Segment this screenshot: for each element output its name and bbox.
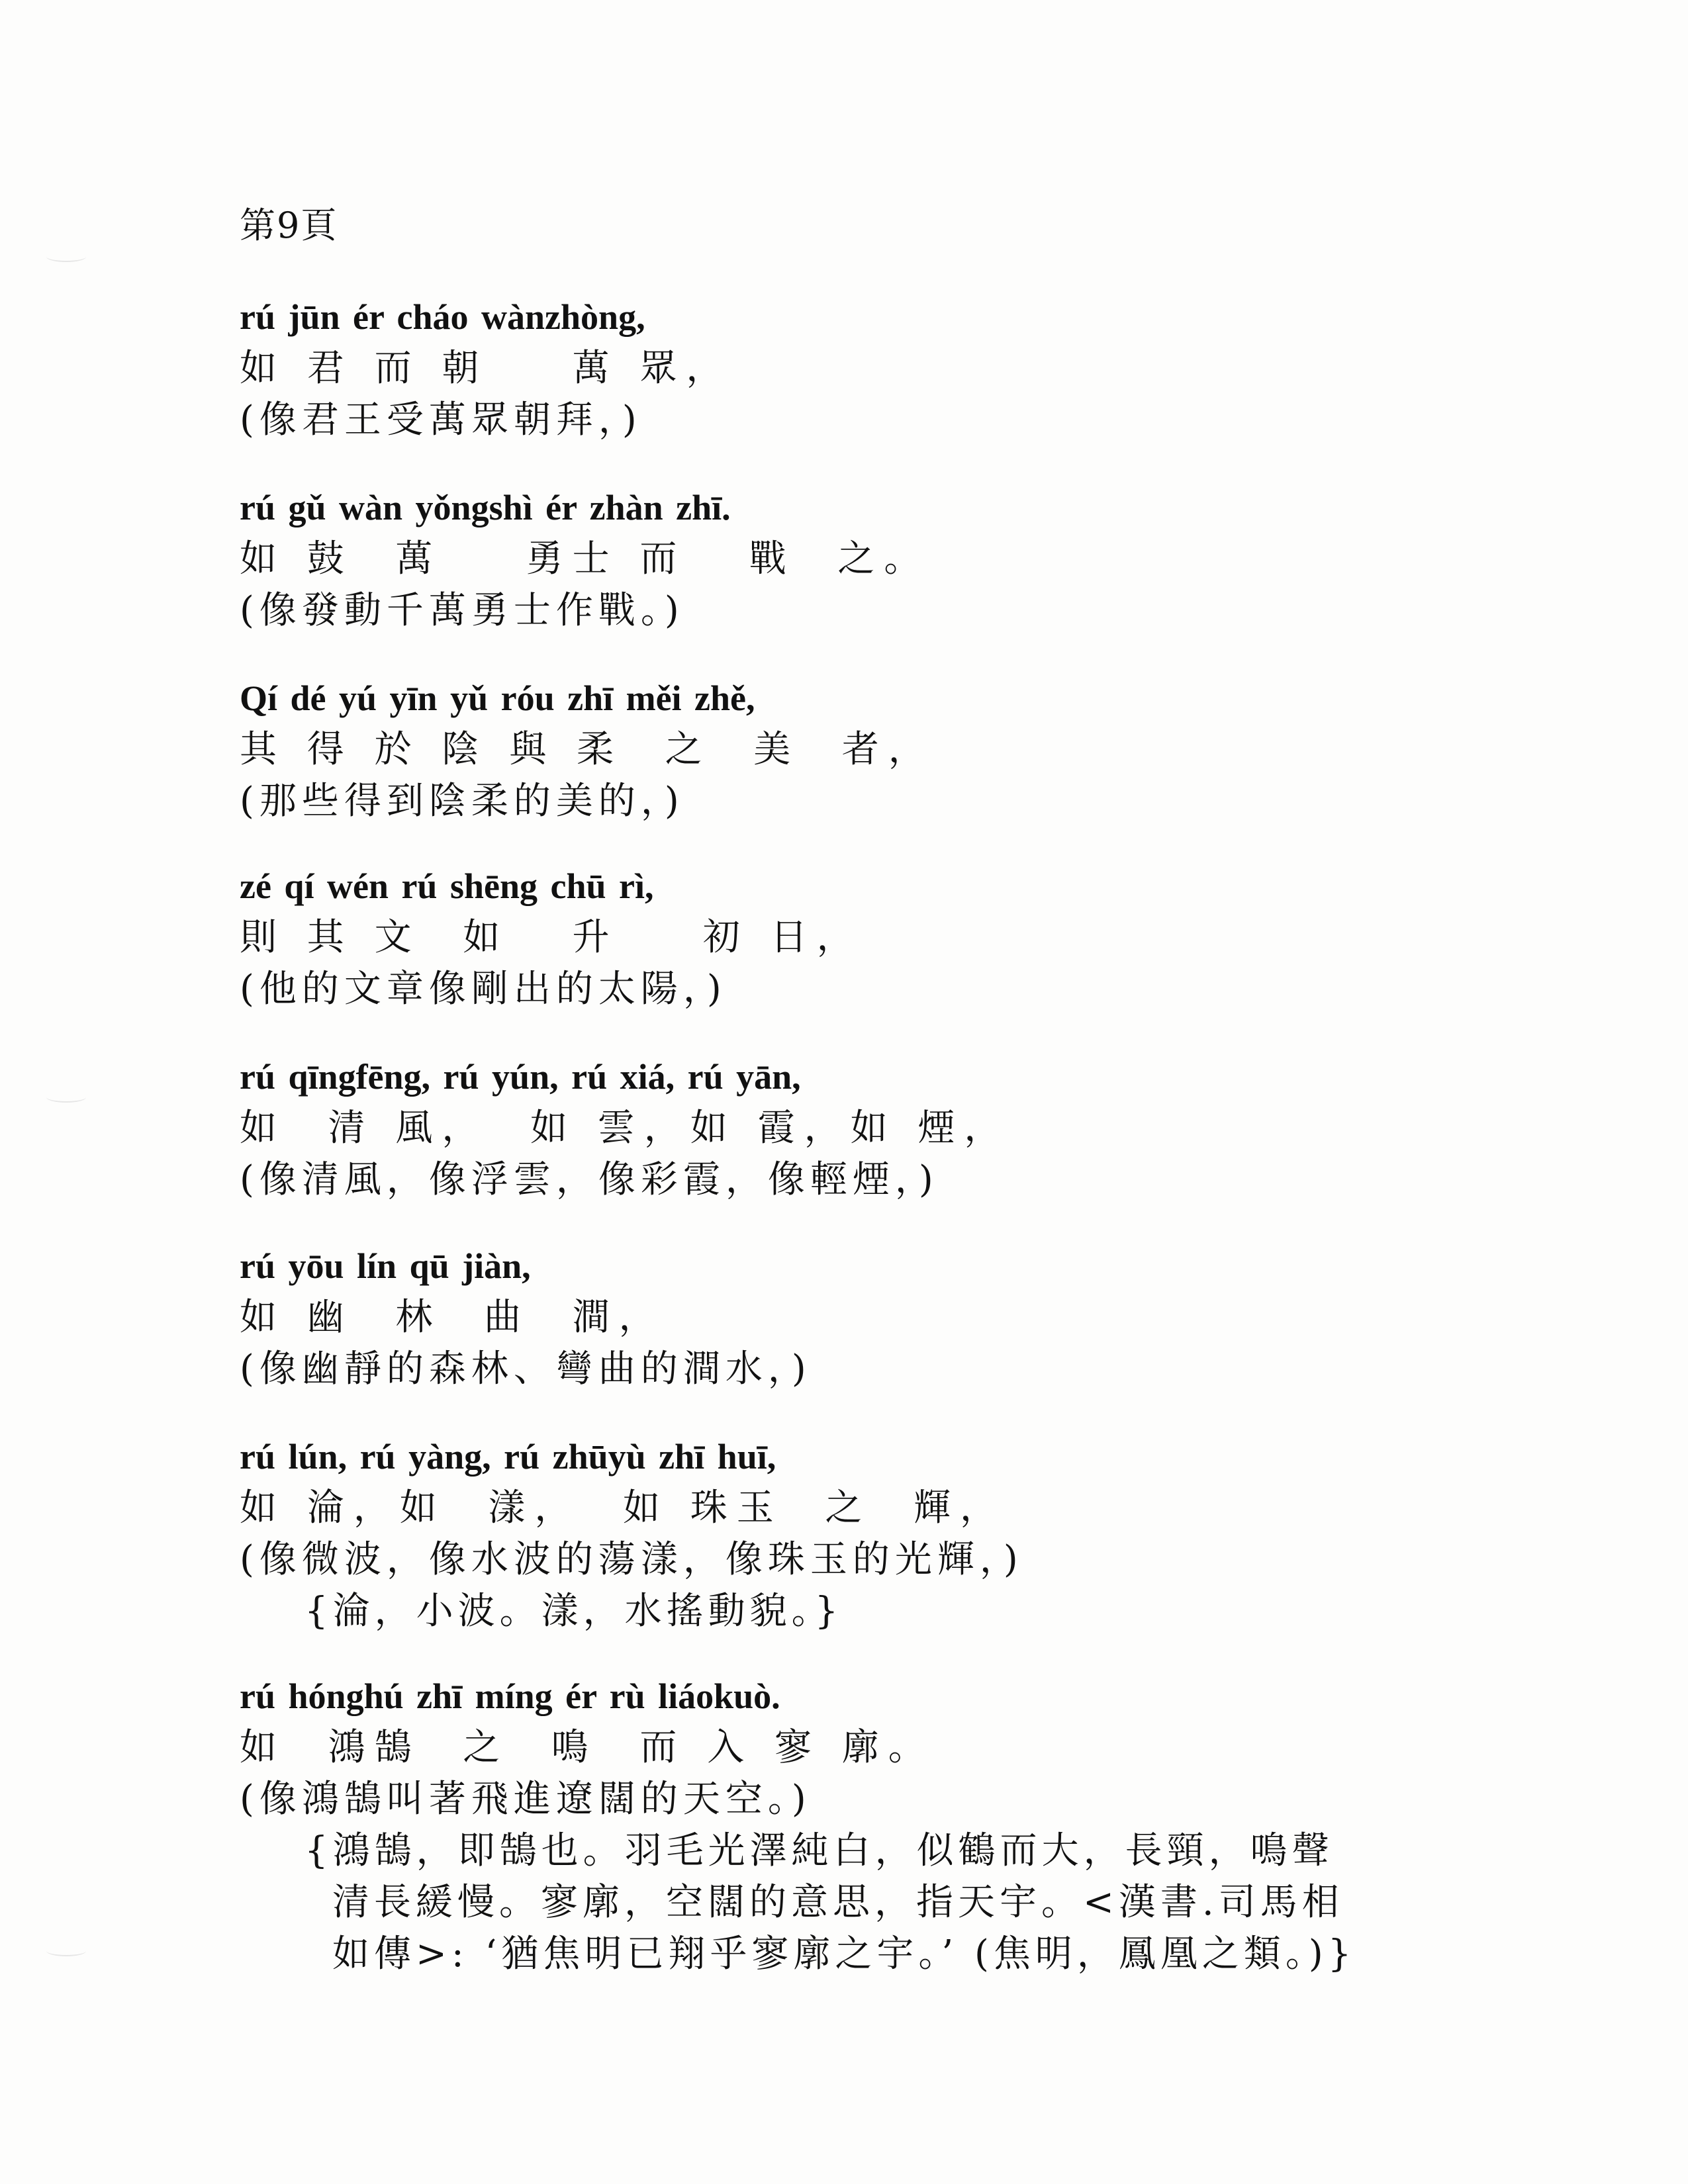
page-title: 第9頁 bbox=[240, 205, 338, 246]
pinyin-line: Qí dé yú yīn yǔ róu zhī měi zhě, bbox=[240, 678, 755, 718]
stanza-6 bbox=[240, 1240, 812, 1395]
pinyin-line: rú hónghú zhī míng ér rù liáokuò. bbox=[240, 1676, 780, 1716]
pinyin-line: zé qí wén rú shēng chū rì, bbox=[240, 866, 654, 906]
pinyin-line: rú yōu lín qū jiàn, bbox=[240, 1246, 531, 1286]
stanza-5 bbox=[240, 1051, 1010, 1206]
stanza-3 bbox=[240, 672, 935, 827]
punch-hole-mark bbox=[46, 1946, 86, 1956]
chinese-line: 如 幽 林 曲 澗， bbox=[240, 1296, 665, 1339]
stanza-2 bbox=[240, 482, 930, 637]
translation-line: (像君王受萬眾朝拜，) bbox=[240, 398, 642, 441]
note-line: {淪，小波。漾，水搖動貌。} bbox=[305, 1590, 843, 1633]
translation-line: (像幽靜的森林、彎曲的澗水，) bbox=[240, 1347, 812, 1390]
translation-line: (那些得到陰柔的美的，) bbox=[240, 780, 684, 823]
stanza-7 bbox=[240, 1431, 1023, 1637]
chinese-line: 如 君 而 朝 萬 眾， bbox=[240, 347, 733, 390]
chinese-line: 其 得 於 陰 與 柔 之 美 者， bbox=[240, 728, 935, 771]
stanza-4 bbox=[240, 860, 863, 1015]
chinese-line: 如 鼓 萬 勇士 而 戰 之。 bbox=[240, 537, 931, 580]
chinese-line: 如 清 風， 如 雲，如 霞，如 煙， bbox=[240, 1107, 1011, 1150]
punch-hole-mark bbox=[46, 251, 86, 262]
chinese-line: 如 淪，如 漾， 如 珠玉 之 輝， bbox=[240, 1486, 1007, 1529]
punch-hole-mark bbox=[46, 1092, 86, 1103]
pinyin-line: rú jūn ér cháo wànzhòng, bbox=[240, 297, 645, 337]
chinese-line: 如 鴻鵠 之 鳴 而 入 寥 廓。 bbox=[240, 1726, 935, 1769]
stanza-8 bbox=[240, 1670, 1356, 1980]
pinyin-line: rú gǔ wàn yǒngshì ér zhàn zhī. bbox=[240, 488, 731, 527]
note-line: 如傳>: ‘猶焦明已翔乎寥廓之宇。’ (焦明，鳳凰之類。)} bbox=[332, 1933, 1356, 1976]
chinese-line: 則 其 文 如 升 初 日， bbox=[240, 916, 863, 959]
translation-line: (他的文章像剛出的太陽，) bbox=[240, 968, 727, 1011]
translation-line: (像發動千萬勇士作戰。) bbox=[240, 589, 684, 632]
note-line: {鴻鵠，即鵠也。羽毛光澤純白，似鶴而大，長頸，鳴聲 bbox=[305, 1829, 1334, 1872]
stanza-1 bbox=[240, 291, 732, 446]
pinyin-line: rú lún, rú yàng, rú zhūyù zhī huī, bbox=[240, 1437, 776, 1477]
note-line: 清長緩慢。寥廓，空闊的意思，指天宇。<漢書.司馬相 bbox=[332, 1881, 1344, 1924]
translation-line: (像微波，像水波的蕩漾，像珠玉的光輝，) bbox=[240, 1538, 1023, 1581]
pinyin-line: rú qīngfēng, rú yún, rú xiá, rú yān, bbox=[240, 1057, 801, 1097]
translation-line: (像鴻鵠叫著飛進遼闊的天空。) bbox=[240, 1778, 812, 1821]
translation-line: (像清風，像浮雲，像彩霞，像輕煙，) bbox=[240, 1158, 939, 1201]
